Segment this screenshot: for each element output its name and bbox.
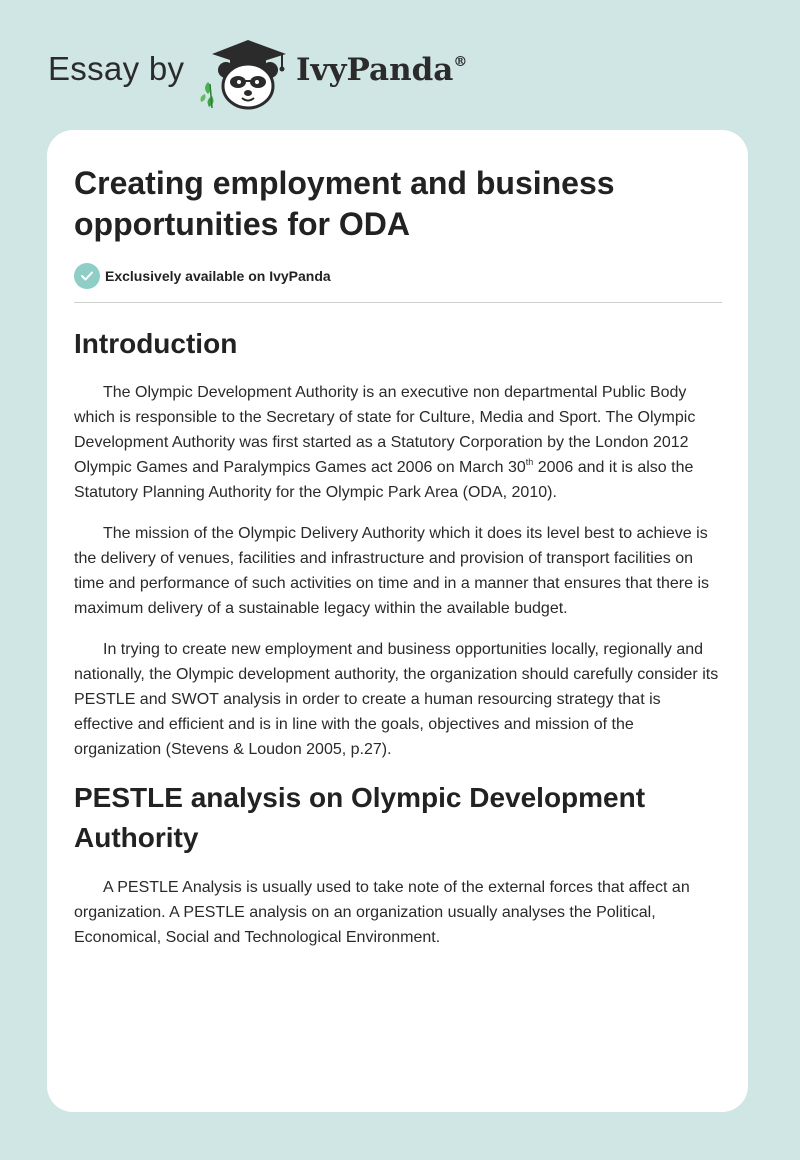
superscript: th — [525, 457, 534, 467]
paragraph-text: The Olympic Development Authority is an executive non departmental Public Body which is responsible to the Secretary of state for Culture, Media and Sport. The Olympic Development Authority was first started as a Statutory Corporation by the London 2012 Olympic Games and Paralympics Games act 2006 on March 30 — [74, 384, 696, 476]
page-title: Creating employment and business opportunities for ODA — [74, 165, 615, 242]
site-header — [0, 0, 800, 130]
paragraph: In trying to create new employment and business opportunities locally, regionally and nationally, the Olympic development authority, the organization should carefully consider its PESTLE and SWOT analysis in order to create a human resourcing strategy that is effective and efficient and is in line with the goals, objectives and mission of the organization (Stevens & Loudon 2005, p.27). — [74, 641, 719, 758]
paragraph-text: 2006 and it is also the Statutory Planning Authority for the Olympic Park Area (ODA, 2010). — [74, 459, 694, 501]
paragraph — [74, 380, 724, 505]
section-heading-pestle: PESTLE analysis on Olympic Development Authority — [74, 782, 646, 853]
paragraph: The mission of the Olympic Delivery Authority which it does its level best to achieve is the delivery of venues, facilities and infrastructure and provision of transport facilities on time and performance of such activities on time and in a manner that ensures that there is maximum delivery of a sustainable legacy within the available budget. — [74, 525, 709, 617]
registered-mark: ® — [453, 54, 468, 70]
article-card — [47, 130, 748, 1112]
essay-by-label: Essay by — [48, 50, 185, 87]
check-circle-icon — [74, 263, 100, 289]
brand-name-text: IvyPanda — [296, 52, 454, 88]
exclusive-badge-label: Exclusively available on IvyPanda — [105, 268, 331, 284]
ivypanda-logo-icon[interactable] — [198, 36, 294, 112]
paragraph: A PESTLE Analysis is usually used to take note of the external forces that affect an organization. A PESTLE analysis on an organization usually analyses the Political, Economical, Social and Technological Environment. — [74, 879, 690, 946]
brand-name[interactable] — [296, 52, 467, 88]
exclusive-badge — [74, 263, 331, 289]
section-heading-introduction: Introduction — [74, 328, 238, 359]
divider — [74, 302, 722, 303]
article-body — [74, 324, 724, 966]
